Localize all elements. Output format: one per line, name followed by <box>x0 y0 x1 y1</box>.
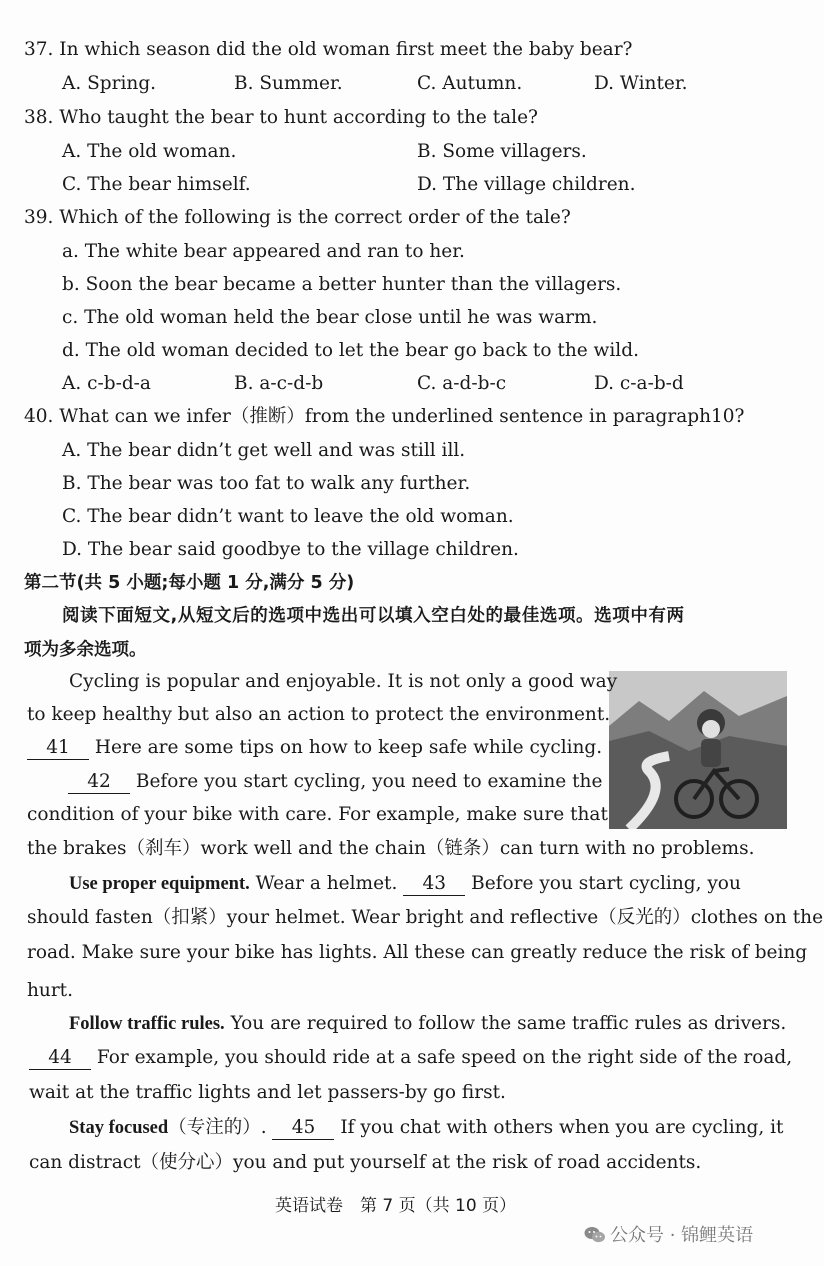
blank-41[interactable]: 41 <box>27 737 89 760</box>
q39-option-a: A. c-b-d-a <box>62 373 151 394</box>
q40-option-d: D. The bear said goodbye to the village children. <box>62 539 519 560</box>
passage-p3-line3: road. Make sure your bike has lights. All these can greatly reduce the risk of being <box>27 942 808 963</box>
blank-43[interactable]: 43 <box>403 873 465 896</box>
passage-p1-line1: Cycling is popular and enjoyable. It is not only a good way <box>69 671 618 692</box>
q39-option-d: D. c-a-b-d <box>594 373 684 394</box>
passage-p3-line4: hurt. <box>27 980 73 1001</box>
blank-45[interactable]: 45 <box>272 1117 334 1140</box>
q39-event-a: a. The white bear appeared and ran to her. <box>62 241 465 262</box>
passage-p2-line1 <box>68 770 602 794</box>
heading-stay-focused: Stay focused <box>69 1118 169 1138</box>
q40-option-a: A. The bear didn’t get well and was still ill. <box>62 440 466 461</box>
passage-p3-line1 <box>69 872 741 896</box>
passage-p4-line2-text: For example, you should ride at a safe speed on the right side of the road, <box>96 1047 793 1068</box>
q39-event-b: b. Soon the bear became a better hunter than the villagers. <box>62 274 622 295</box>
q37-option-b: B. Summer. <box>234 73 343 94</box>
passage-p2-line2: condition of your bike with care. For example, make sure that <box>27 804 608 825</box>
cyclist-illustration <box>609 671 787 829</box>
section-heading: 第二节(共 5 小题;每小题 1 分,满分 5 分) <box>24 573 355 593</box>
watermark-text: 公众号 · 锦鲤英语 <box>610 1225 754 1246</box>
passage-p1-line3-text: Here are some tips on how to keep safe while cycling. <box>94 737 603 758</box>
q40-option-c: C. The bear didn’t want to leave the old woman. <box>62 506 514 527</box>
passage-p3-line2: should fasten（扣紧）your helmet. Wear bright and reflective（反光的）clothes on the <box>27 907 824 928</box>
passage-p2-line1-text: Before you start cycling, you need to examine the <box>135 771 603 792</box>
q40-option-b: B. The bear was too fat to walk any further. <box>62 473 471 494</box>
q39-option-b: B. a-c-d-b <box>234 373 324 394</box>
passage-p5-line1-text: If you chat with others when you are cycling, it <box>340 1117 784 1138</box>
blank-42[interactable]: 42 <box>68 771 130 794</box>
blank-44[interactable]: 44 <box>29 1047 91 1070</box>
passage-p5-line1 <box>69 1116 784 1140</box>
cyclist-image <box>609 671 787 829</box>
q38-option-a: A. The old woman. <box>62 141 237 162</box>
passage-p4-line1 <box>69 1012 786 1036</box>
q39-option-c: C. a-d-b-c <box>417 373 507 394</box>
passage-p1-line3 <box>27 736 602 760</box>
passage-p4-line3: wait at the traffic lights and let passers-by go first. <box>29 1082 506 1103</box>
wechat-icon <box>584 1226 606 1244</box>
question-38-stem: 38. Who taught the bear to hunt according to the tale? <box>24 107 538 128</box>
heading-follow-traffic-rules: Follow traffic rules. <box>69 1014 225 1034</box>
passage-p3-line1a: Wear a helmet. <box>255 873 398 894</box>
passage-p5-line2: can distract（使分心）you and put yourself at the risk of road accidents. <box>29 1152 702 1173</box>
passage-p4-line1-text: You are required to follow the same traffic rules as drivers. <box>230 1013 787 1034</box>
page-footer: 英语试卷 第 7 页（共 10 页） <box>275 1196 517 1216</box>
section-instruction-line1: 阅读下面短文,从短文后的选项中选出可以填入空白处的最佳选项。选项中有两 <box>62 606 685 626</box>
passage-p3-line1b: Before you start cycling, you <box>471 873 741 894</box>
q37-option-a: A. Spring. <box>62 73 157 94</box>
q38-option-d: D. The village children. <box>417 174 636 195</box>
q37-option-d: D. Winter. <box>594 73 688 94</box>
passage-p2-line3: the brakes（刹车）work well and the chain（链条）can turn with no problems. <box>27 838 755 859</box>
passage-p4-line2 <box>29 1046 792 1070</box>
stay-focused-note: （专注的）. <box>168 1117 267 1138</box>
q38-option-b: B. Some villagers. <box>417 141 587 162</box>
question-37-stem: 37. In which season did the old woman first meet the baby bear? <box>24 39 633 60</box>
q39-event-d: d. The old woman decided to let the bear go back to the wild. <box>62 340 639 361</box>
q38-option-c: C. The bear himself. <box>62 174 251 195</box>
watermark <box>584 1221 753 1247</box>
heading-proper-equipment: Use proper equipment. <box>69 874 250 894</box>
question-39-stem: 39. Which of the following is the correct order of the tale? <box>24 207 571 228</box>
q39-event-c: c. The old woman held the bear close until he was warm. <box>62 307 598 328</box>
passage-p1-line2: to keep healthy but also an action to protect the environment. <box>27 704 611 725</box>
q37-option-c: C. Autumn. <box>417 73 523 94</box>
section-instruction-line2: 项为多余选项。 <box>24 640 147 660</box>
question-40-stem: 40. What can we infer（推断）from the underlined sentence in paragraph10? <box>24 406 745 427</box>
